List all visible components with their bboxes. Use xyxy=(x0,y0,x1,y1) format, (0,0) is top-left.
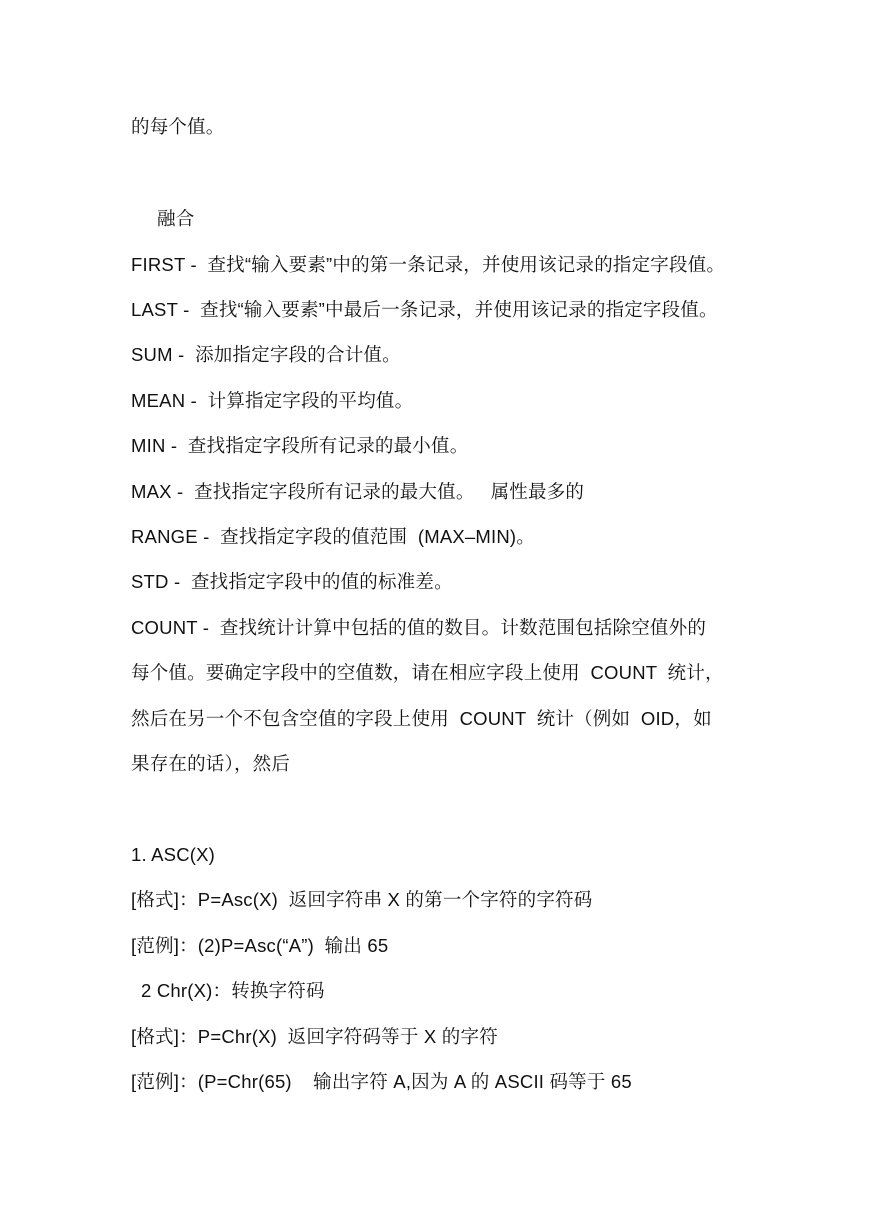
text-line: 2 Chr(X)：转换字符码 xyxy=(141,980,325,1001)
text-line: 1. ASC(X) xyxy=(131,844,216,865)
text-line: [范例]：(P=Chr(65) 输出字符 A,因为 A 的 ASCII 码等于 65 xyxy=(131,1071,632,1092)
text-line: [格式]：P=Asc(X) 返回字符串 X 的第一个字符的字符码 xyxy=(131,889,593,910)
text-line: 的每个值。 xyxy=(131,116,225,137)
text-line: MEAN - 计算指定字段的平均值。 xyxy=(131,390,414,411)
text-line: [范例]：(2)P=Asc(“A”) 输出 65 xyxy=(131,935,389,956)
text-line: STD - 查找指定字段中的值的标准差。 xyxy=(131,571,453,592)
text-line: COUNT - 查找统计计算中包括的值的数目。计数范围包括除空值外的 xyxy=(131,617,707,638)
text-line: SUM - 添加指定字段的合计值。 xyxy=(131,344,401,365)
text-line: 然后在另一个不包含空值的字段上使用 COUNT 统计（例如 OID，如 xyxy=(131,708,712,729)
text-line: FIRST - 查找“输入要素”中的第一条记录，并使用该记录的指定字段值。 xyxy=(131,254,726,275)
section-heading: 融合 xyxy=(157,208,195,229)
text-line: 每个值。要确定字段中的空值数，请在相应字段上使用 COUNT 统计， xyxy=(131,662,724,683)
text-line: [格式]：P=Chr(X) 返回字符码等于 X 的字符 xyxy=(131,1026,498,1047)
text-line: 果存在的话），然后 xyxy=(131,753,291,774)
text-line: MIN - 查找指定字段所有记录的最小值。 xyxy=(131,435,469,456)
text-line: MAX - 查找指定字段所有记录的最大值。 属性最多的 xyxy=(131,481,585,502)
text-line: RANGE - 查找指定字段的值范围 (MAX–MIN)。 xyxy=(131,526,535,547)
text-line: LAST - 查找“输入要素”中最后一条记录，并使用该记录的指定字段值。 xyxy=(131,299,718,320)
